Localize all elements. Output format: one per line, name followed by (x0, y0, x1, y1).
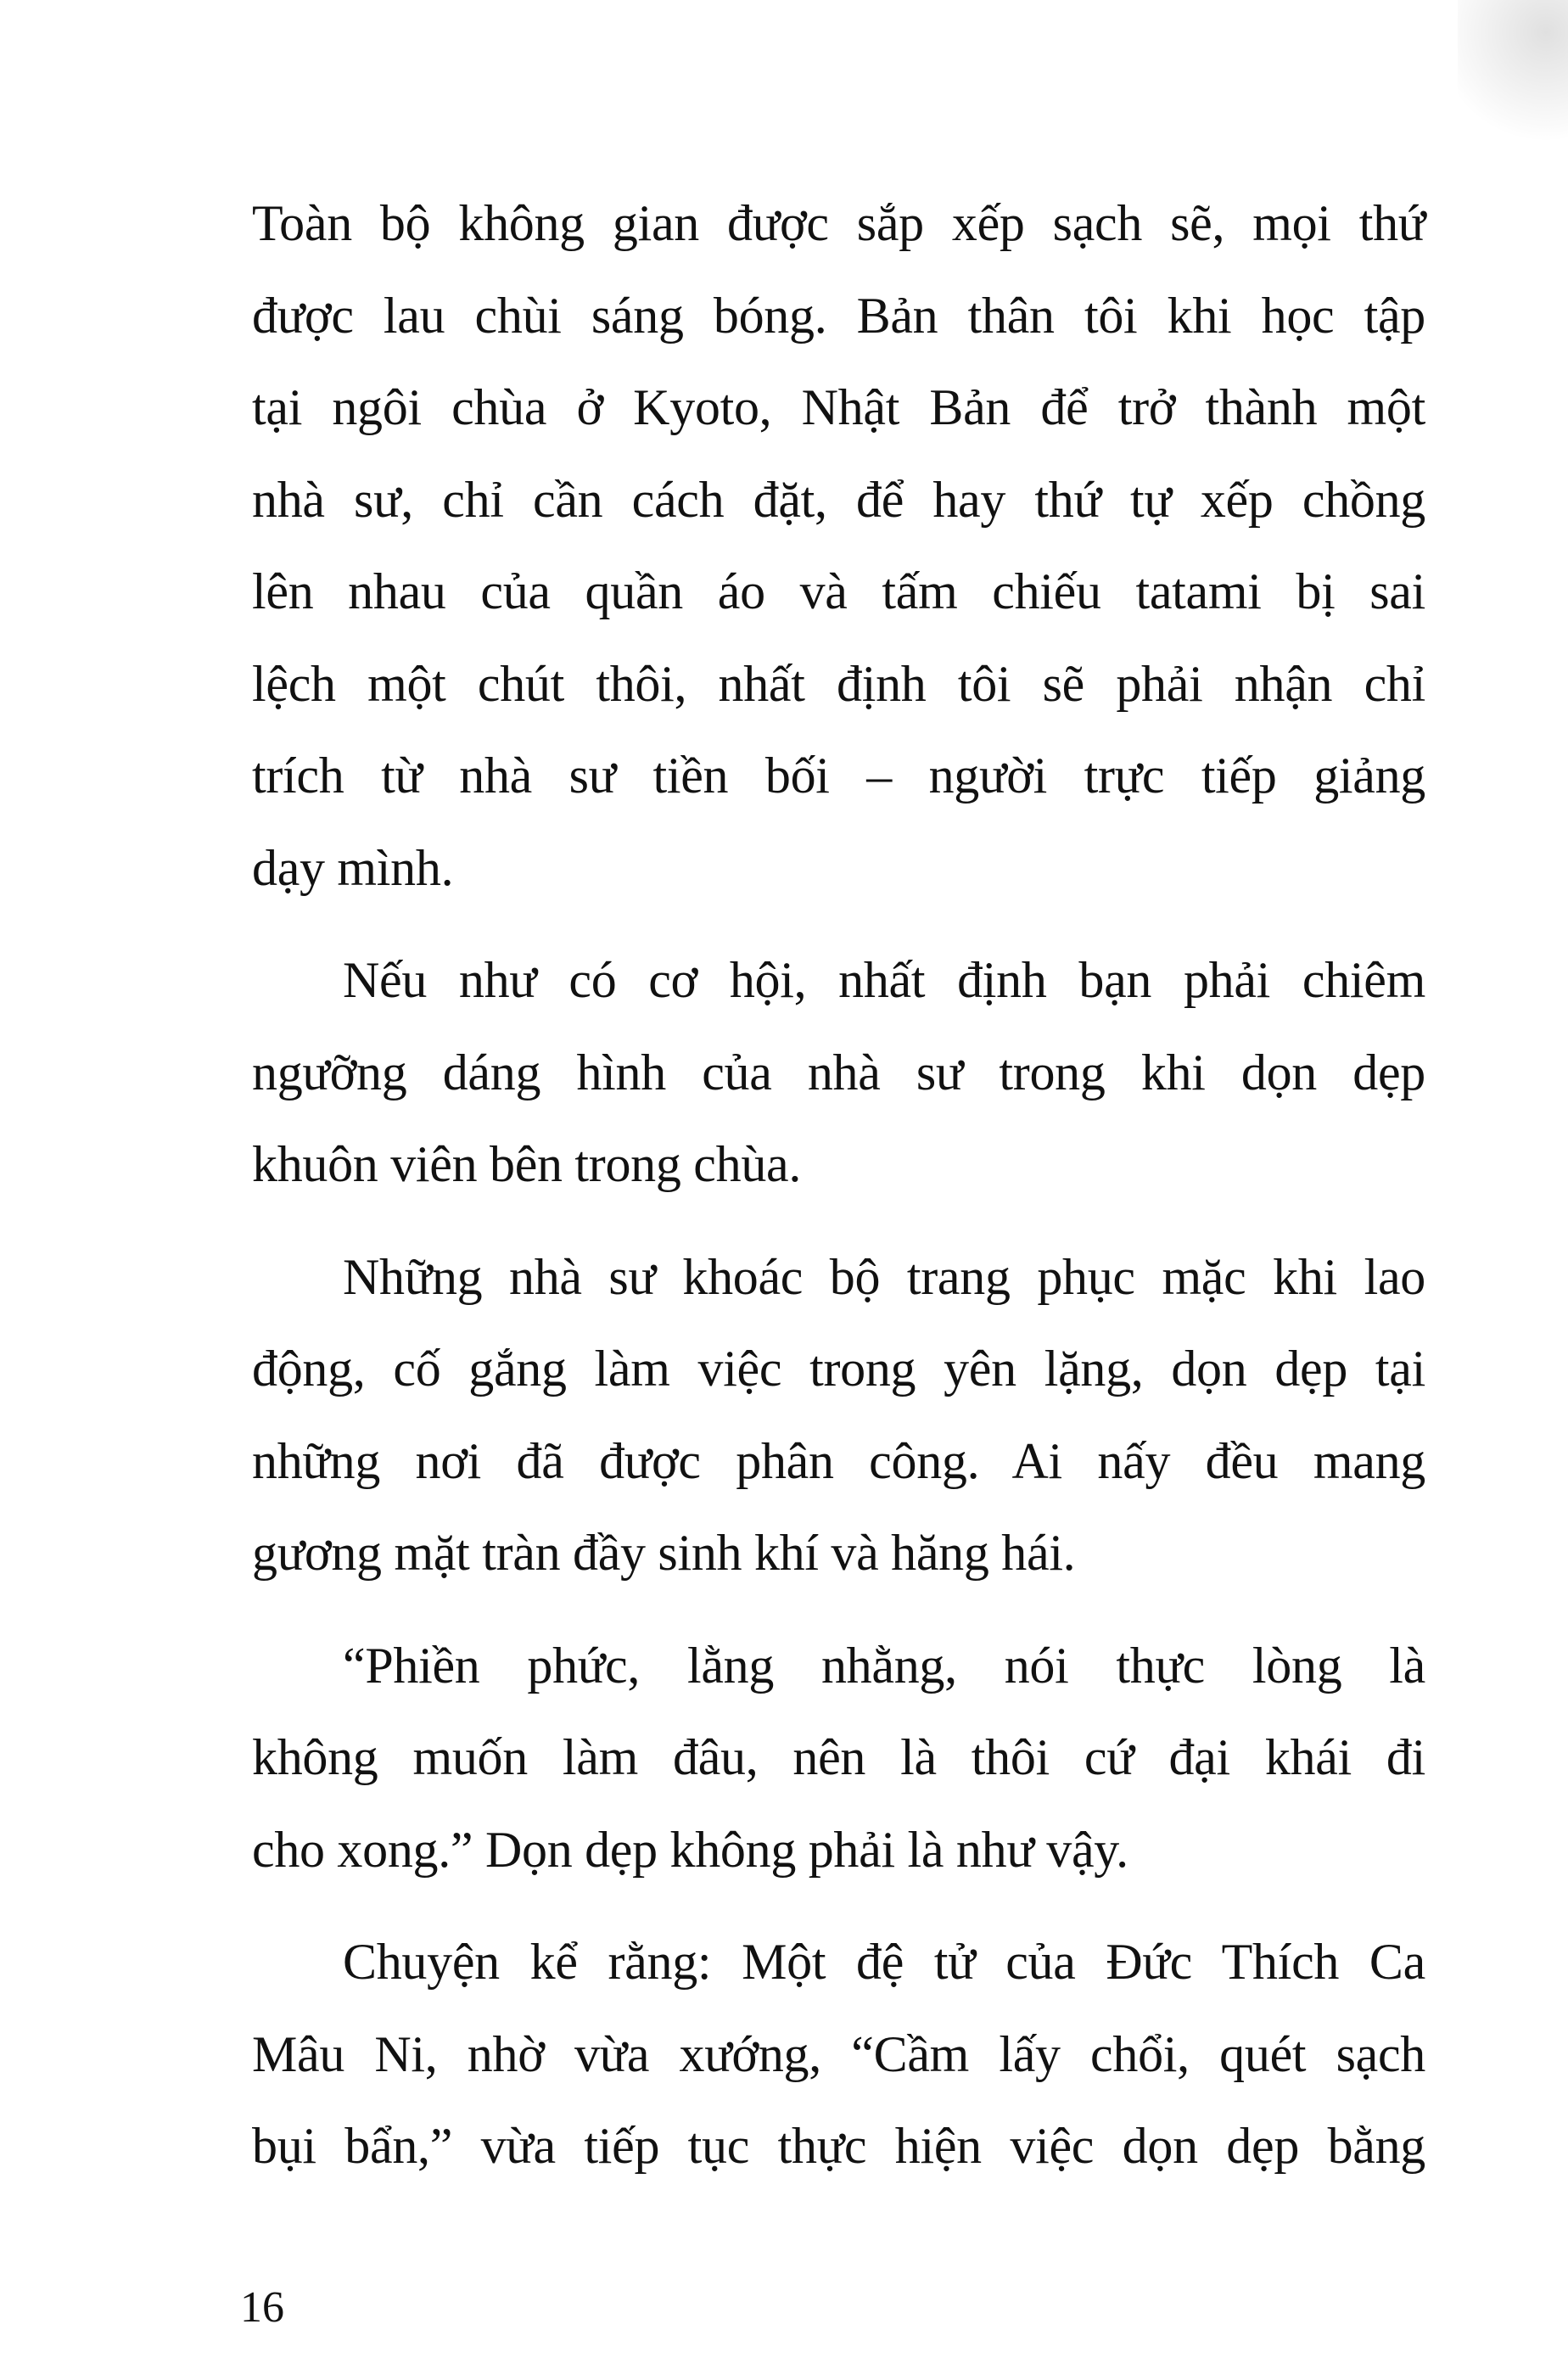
page-body-text (252, 177, 1425, 2213)
text-line: nhà sư, chỉ cần cách đặt, để hay thứ tự xếp chồng (252, 471, 1425, 528)
text-line: gương mặt tràn đầy sinh khí và hăng hái. (252, 1525, 1076, 1581)
text-line: ngưỡng dáng hình của nhà sư trong khi dọn dẹp (252, 1044, 1425, 1100)
paragraph (252, 934, 1425, 1211)
paragraph (252, 1916, 1425, 2193)
scan-noise (1458, 0, 1568, 161)
text-line: Mâu Ni, nhờ vừa xướng, “Cầm lấy chổi, quét sạch (252, 2025, 1425, 2082)
text-line: dạy mình. (252, 839, 454, 896)
text-line: được lau chùi sáng bóng. Bản thân tôi khi học tập (252, 287, 1425, 344)
text-line: Những nhà sư khoác bộ trang phục mặc khi lao (343, 1248, 1425, 1305)
paragraph (252, 1620, 1425, 1896)
text-line: cho xong.” Dọn dẹp không phải là như vậy. (252, 1821, 1128, 1878)
text-line: lên nhau của quần áo và tấm chiếu tatami bị sai (252, 563, 1425, 619)
text-line: bụi bẩn,” vừa tiếp tục thực hiện việc dọn dẹp bằng (252, 2118, 1425, 2174)
text-line: “Phiền phức, lằng nhằng, nói thực lòng là (343, 1637, 1425, 1694)
text-line: tại ngôi chùa ở Kyoto, Nhật Bản để trở thành một (252, 379, 1425, 435)
text-line: những nơi đã được phân công. Ai nấy đều mang (252, 1432, 1425, 1489)
text-line: Toàn bộ không gian được sắp xếp sạch sẽ, mọi thứ (252, 195, 1425, 251)
page-number: 16 (240, 2283, 284, 2332)
text-line: lệch một chút thôi, nhất định tôi sẽ phải nhận chỉ (252, 655, 1425, 712)
text-line: khuôn viên bên trong chùa. (252, 1136, 802, 1192)
text-line: động, cố gắng làm việc trong yên lặng, dọn dẹp tại (252, 1341, 1425, 1397)
paragraph (252, 177, 1425, 914)
text-line: trích từ nhà sư tiền bối – người trực tiếp giảng (252, 748, 1425, 804)
text-line: không muốn làm đâu, nên là thôi cứ đại khái đi (252, 1729, 1425, 1785)
paragraph (252, 1231, 1425, 1599)
text-line: Nếu như có cơ hội, nhất định bạn phải chiêm (343, 952, 1425, 1008)
text-line: Chuyện kể rằng: Một đệ tử của Đức Thích Ca (343, 1934, 1425, 1990)
